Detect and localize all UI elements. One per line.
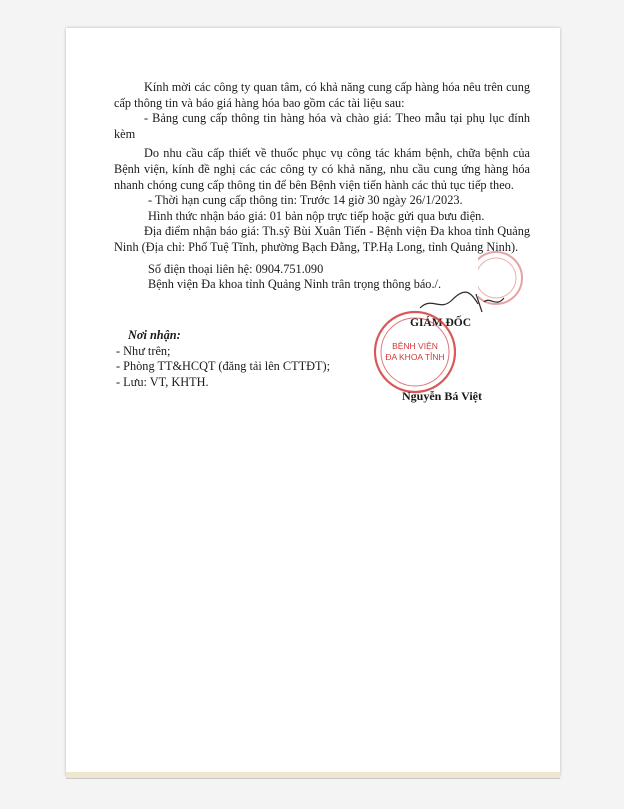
- page-edge-line: [66, 778, 560, 779]
- recipient-item: - Phòng TT&HCQT (đăng tải lên CTTĐT);: [116, 359, 331, 374]
- paragraph-location: Địa điểm nhận báo giá: Th.sỹ Bùi Xuân Tiến - Bệnh viện Đa khoa tỉnh Quảng Ninh (Địa chỉ: Phố Tuệ Tĩnh, phường Bạch Đằng, TP.Hạ Long, tỉnh Quảng Ninh).: [114, 224, 530, 254]
- director-name: Nguyễn Bá Việt: [402, 389, 483, 403]
- document-body: [114, 80, 530, 293]
- recipients-title: Nơi nhận:: [128, 328, 181, 342]
- paragraph-method: Hình thức nhận báo giá: 01 bản nộp trực tiếp hoặc gửi qua bưu điện.: [148, 208, 485, 223]
- paragraph-closing: Bệnh viện Đa khoa tỉnh Quảng Ninh trân trọng thông báo./.: [148, 277, 442, 292]
- seal-text-line2: ĐA KHOA TỈNH: [385, 352, 445, 362]
- hospital-seal: [370, 308, 460, 396]
- recipient-item: - Như trên;: [116, 343, 171, 358]
- director-title: GIÁM ĐỐC: [410, 317, 472, 329]
- recipient-item: - Lưu: VT, KHTH.: [116, 374, 209, 389]
- seal-text-line1: BỆNH VIỆN: [392, 341, 438, 351]
- paragraph-deadline: - Thời hạn cung cấp thông tin: Trước 14 giờ 30 ngày 26/1/2023.: [148, 193, 463, 208]
- paragraph-invitation: Kính mời các công ty quan tâm, có khả năng cung cấp hàng hóa nêu trên cung cấp thông tin và báo giá hàng hóa bao gồm các tài liệu sau:: [114, 80, 530, 110]
- recipients-block: [116, 328, 536, 390]
- paragraph-phone: Số điện thoại liên hệ: 0904.751.090: [148, 261, 324, 276]
- paragraph-attachment: - Bảng cung cấp thông tin hàng hóa và chào giá: Theo mẫu tại phụ lục đính kèm: [114, 111, 530, 141]
- paragraph-reason: Do nhu cầu cấp thiết về thuốc phục vụ công tác khám bệnh, chữa bệnh của Bệnh viện, kính đề nghị các các công ty có khả năng, nhu cầu cung ứng hàng hóa nhanh chóng cung cấp thông tin để bên Bệnh viện tiến hành các thủ tục tiếp theo.: [114, 146, 530, 192]
